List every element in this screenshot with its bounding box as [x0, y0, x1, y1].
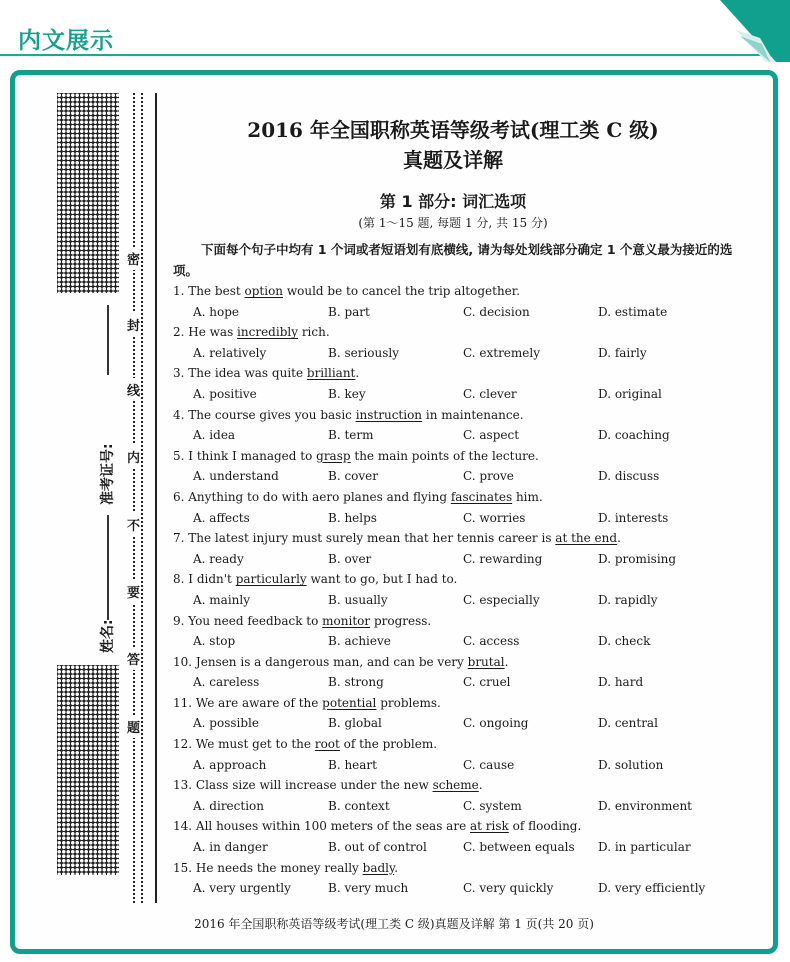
answer-option: C. cruel — [463, 675, 511, 690]
corner-ribbon-icon — [700, 0, 790, 62]
question-text-before: Anything to do with aero planes and flying — [188, 489, 451, 504]
seal-char: 密 — [127, 247, 140, 270]
answer-option: B. cover — [328, 469, 379, 484]
answer-option: D. in particular — [598, 840, 691, 855]
question-text-before: The course gives you basic — [188, 407, 356, 422]
name-blank-line — [107, 515, 109, 620]
answer-options — [173, 631, 733, 652]
answer-option: A. ready — [193, 551, 244, 566]
answer-option: B. very much — [328, 881, 409, 896]
answer-option: D. fairly — [598, 345, 647, 360]
answer-option: A. mainly — [193, 592, 251, 607]
question-text-before: He needs the money really — [195, 860, 363, 875]
margin-line — [155, 93, 157, 903]
underlined-target: at the end — [555, 531, 618, 546]
header-divider — [0, 54, 790, 56]
answer-option: D. discuss — [598, 469, 660, 484]
answer-options — [173, 878, 733, 899]
question-text-after: . — [478, 778, 483, 793]
question-item — [173, 734, 733, 775]
answer-options — [173, 672, 733, 693]
question-stem — [173, 734, 733, 755]
question-stem — [173, 528, 733, 549]
question-stem — [173, 816, 733, 837]
question-number: 13. — [173, 778, 196, 793]
question-number: 3. — [173, 366, 189, 381]
answer-options — [173, 590, 733, 611]
question-text-after: of the problem. — [339, 737, 438, 752]
part-subtitle: (第 1～15 题, 每题 1 分, 共 15 分) — [358, 216, 548, 230]
answer-options — [173, 796, 733, 817]
answer-option: D. hard — [598, 675, 644, 690]
name-label: 姓名: — [100, 619, 116, 653]
document-title — [173, 115, 733, 175]
underlined-target: badly — [362, 860, 395, 875]
header-bar — [0, 0, 790, 62]
answer-option: B. part — [328, 304, 370, 319]
question-item — [173, 858, 733, 899]
seal-char: 要 — [127, 580, 140, 603]
instruction-text: 下面每个句子中均有 1 个词或者短语划有底横线, 请为每处划线部分确定 1 个意义最为接近的选项。 — [173, 242, 733, 278]
question-item — [173, 528, 733, 569]
answer-option: A. direction — [193, 798, 264, 813]
question-number: 14. — [173, 819, 196, 834]
seal-char: 内 — [127, 445, 140, 468]
question-text-before: Jensen is a dangerous man, and can be very — [195, 654, 468, 669]
underlined-target: root — [314, 737, 340, 752]
answer-option: B. strong — [328, 675, 384, 690]
answer-options — [173, 713, 733, 734]
answer-option: B. achieve — [328, 634, 391, 649]
question-item — [173, 569, 733, 610]
question-number: 6. — [173, 489, 189, 504]
answer-options — [173, 425, 733, 446]
question-number: 12. — [173, 737, 196, 752]
document-content — [173, 115, 733, 899]
page-title: 内文展示 — [18, 28, 114, 54]
question-text-after: problems. — [376, 695, 441, 710]
answer-option: D. promising — [598, 551, 677, 566]
answer-option: B. over — [328, 551, 372, 566]
answer-option: A. understand — [193, 469, 279, 484]
answer-options — [173, 302, 733, 323]
question-number: 4. — [173, 407, 189, 422]
question-item — [173, 363, 733, 404]
underlined-target: potential — [322, 695, 377, 710]
answer-option: D. estimate — [598, 304, 668, 319]
underlined-target: scheme — [432, 778, 479, 793]
seal-pattern-top — [57, 93, 119, 293]
question-item — [173, 816, 733, 857]
question-text-before: All houses within 100 meters of the seas are — [195, 819, 470, 834]
answer-option: B. key — [328, 386, 366, 401]
question-stem — [173, 363, 733, 384]
answer-option: D. environment — [598, 798, 692, 813]
answer-option: C. aspect — [463, 428, 520, 443]
underlined-target: brilliant — [306, 366, 356, 381]
question-stem — [173, 446, 733, 467]
answer-option: A. affects — [193, 510, 250, 525]
answer-option: B. term — [328, 428, 374, 443]
question-text-after: . — [394, 860, 399, 875]
question-text-before: The latest injury must surely mean that her tennis career is — [188, 531, 556, 546]
underlined-target: grasp — [316, 448, 351, 463]
answer-option: B. context — [328, 798, 390, 813]
question-text-before: We are aware of the — [195, 695, 323, 710]
question-stem — [173, 858, 733, 879]
question-text-after: . — [355, 366, 360, 381]
underlined-target: option — [244, 284, 284, 298]
question-number: 7. — [173, 531, 189, 546]
question-text-before: I didn't — [188, 572, 236, 587]
underlined-target: at risk — [470, 819, 509, 834]
answer-option: A. in danger — [193, 840, 268, 855]
answer-option: A. positive — [193, 386, 257, 401]
question-number: 5. — [173, 448, 189, 463]
question-text-after: in maintenance. — [422, 407, 524, 422]
answer-option: D. original — [598, 386, 662, 401]
underlined-target: monitor — [322, 613, 371, 628]
question-number: 9. — [173, 613, 189, 628]
seal-char: 封 — [127, 313, 140, 336]
answer-option: B. helps — [328, 510, 377, 525]
question-text-before: I think I managed to — [188, 448, 317, 463]
question-list — [173, 281, 733, 899]
answer-option: A. stop — [193, 634, 236, 649]
document-title-line1: 2016 年全国职称英语等级考试(理工类 C 级) — [247, 118, 659, 142]
question-text-before: He was — [188, 325, 238, 340]
question-text-after: want to go, but I had to. — [306, 572, 458, 587]
seal-char: 线 — [127, 378, 140, 401]
question-stem — [173, 281, 733, 302]
seal-pattern-bottom — [57, 665, 119, 875]
question-item — [173, 281, 733, 322]
question-number: 11. — [173, 695, 196, 710]
answer-option: B. seriously — [328, 345, 400, 360]
question-item — [173, 611, 733, 652]
answer-option: D. central — [598, 716, 658, 731]
answer-option: A. very urgently — [193, 881, 291, 896]
answer-option: C. prove — [463, 469, 514, 484]
question-stem — [173, 652, 733, 673]
answer-options — [173, 755, 733, 776]
underlined-target: brutal — [467, 654, 505, 669]
part-title: 第 1 部分: 词汇选项 — [379, 192, 527, 211]
question-stem — [173, 569, 733, 590]
question-text-after: progress. — [370, 613, 432, 628]
seal-dotted-line-left — [133, 93, 135, 903]
question-text-after: would be to cancel the trip altogether. — [283, 284, 521, 298]
answer-option: D. interests — [598, 510, 669, 525]
seal-char: 答 — [127, 647, 140, 670]
answer-options — [173, 549, 733, 570]
answer-option: B. global — [328, 716, 382, 731]
answer-option: B. out of control — [328, 840, 427, 855]
question-text-after: of flooding. — [508, 819, 582, 834]
question-text-after: him. — [512, 489, 543, 504]
question-stem — [173, 775, 733, 796]
answer-options — [173, 343, 733, 364]
answer-option: C. very quickly — [463, 881, 554, 896]
answer-option: C. ongoing — [463, 716, 529, 731]
question-item — [173, 652, 733, 693]
question-stem — [173, 322, 733, 343]
answer-option: D. coaching — [598, 428, 670, 443]
answer-option: C. rewarding — [463, 551, 543, 566]
document-page — [10, 70, 778, 954]
question-text-after: . — [504, 654, 509, 669]
answer-option: C. system — [463, 798, 522, 813]
answer-option: C. access — [463, 634, 520, 649]
answer-option: A. idea — [193, 428, 236, 443]
answer-options — [173, 837, 733, 858]
underlined-target: incredibly — [237, 325, 298, 340]
question-text-before: The idea was quite — [188, 366, 307, 381]
answer-option: A. hope — [193, 304, 240, 319]
question-number: 15. — [173, 860, 196, 875]
question-number: 10. — [173, 654, 196, 669]
answer-option: C. extremely — [463, 345, 541, 360]
underlined-target: instruction — [355, 407, 423, 422]
question-item — [173, 405, 733, 446]
underlined-target: fascinates — [450, 489, 513, 504]
question-item — [173, 487, 733, 528]
answer-option: B. usually — [328, 592, 388, 607]
question-item — [173, 322, 733, 363]
question-stem — [173, 487, 733, 508]
answer-option: C. decision — [463, 304, 530, 319]
answer-option: C. clever — [463, 386, 517, 401]
answer-option: A. possible — [193, 716, 259, 731]
answer-option: A. careless — [193, 675, 260, 690]
answer-option: C. cause — [463, 757, 515, 772]
question-text-after: the main points of the lecture. — [350, 448, 539, 463]
question-text-before: You need feedback to — [188, 613, 323, 628]
document-title-line2: 真题及详解 — [403, 148, 503, 172]
question-stem — [173, 611, 733, 632]
question-item — [173, 446, 733, 487]
page-footer: 2016 年全国职称英语等级考试(理工类 C 级)真题及详解 第 1 页(共 20 页) — [194, 917, 594, 931]
seal-char: 不 — [127, 513, 140, 536]
seal-dotted-line-right — [141, 93, 143, 903]
question-number: 2. — [173, 325, 189, 340]
answer-option: D. solution — [598, 757, 664, 772]
question-text-before: The best — [188, 284, 245, 298]
answer-option: A. approach — [193, 757, 267, 772]
answer-options — [173, 508, 733, 529]
question-stem — [173, 405, 733, 426]
question-text-before: Class size will increase under the new — [195, 778, 433, 793]
question-number: 8. — [173, 572, 189, 587]
answer-option: C. worries — [463, 510, 526, 525]
id-blank-line — [107, 305, 109, 375]
question-text-after: rich. — [298, 325, 330, 340]
question-item — [173, 693, 733, 734]
answer-option: C. between equals — [463, 840, 575, 855]
question-number: 1. — [173, 284, 189, 298]
answer-option: A. relatively — [193, 345, 267, 360]
seal-char: 题 — [127, 715, 140, 738]
answer-option: B. heart — [328, 757, 377, 772]
question-text-after: . — [617, 531, 621, 546]
answer-option: D. rapidly — [598, 592, 658, 607]
answer-options — [173, 384, 733, 405]
answer-option: C. especially — [463, 592, 540, 607]
question-item — [173, 775, 733, 816]
answer-option: D. very efficiently — [598, 881, 706, 896]
question-text-before: We must get to the — [195, 737, 315, 752]
answer-option: D. check — [598, 634, 651, 649]
exam-id-label: 准考证号: — [100, 443, 116, 505]
question-stem — [173, 693, 733, 714]
answer-options — [173, 466, 733, 487]
underlined-target: particularly — [235, 572, 307, 587]
